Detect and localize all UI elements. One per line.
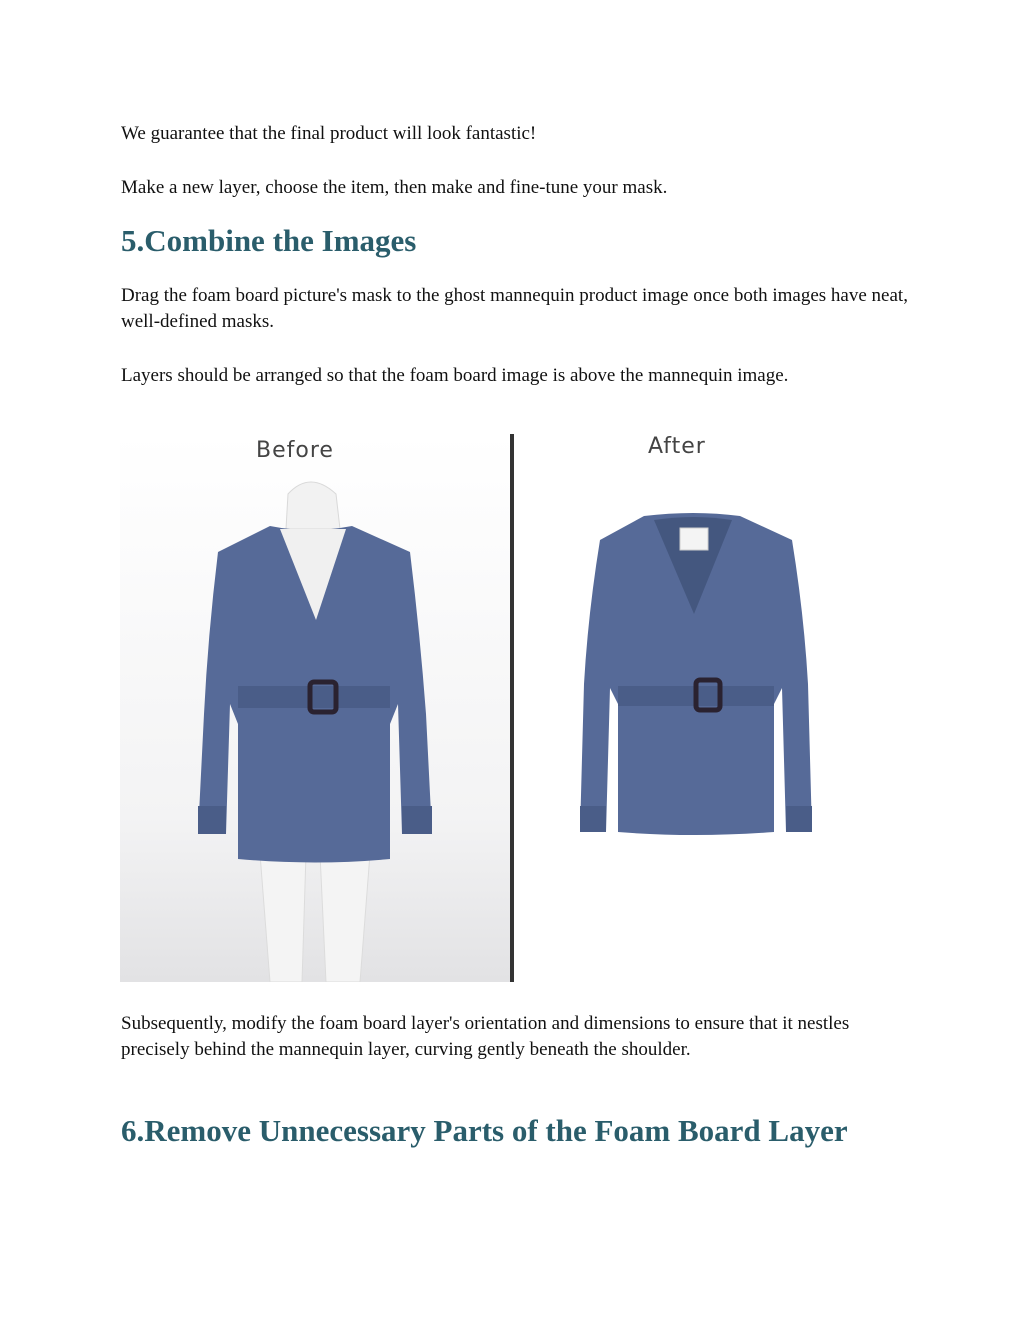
left-cuff-after [580,806,606,832]
heading-remove-parts: 6.Remove Unnecessary Parts of the Foam Board Layer [121,1113,848,1148]
paragraph-guarantee: We guarantee that the final product will look fantastic! [121,123,537,144]
paragraph-modify-layer: Subsequently, modify the foam board layer's orientation and dimensions to ensure that it nestles precisely behind the mannequin layer, curving gently beneath the shoulder. [121,1013,850,1060]
garment-tag [680,528,708,550]
paragraph-arrange-layers: Layers should be arranged so that the foam board image is above the mannequin image. [121,365,789,386]
before-after-figure [120,434,890,982]
right-cuff [402,806,432,834]
mannequin-neck [286,482,340,529]
cardigan-belt [238,686,390,708]
mannequin-with-cardigan-image [120,434,510,982]
mannequin-right-leg [320,854,370,982]
after-panel [514,434,890,982]
right-cuff-after [786,806,812,832]
ghost-mannequin-cardigan-image [514,434,890,982]
after-label: After [648,434,706,459]
mannequin-left-leg [260,854,306,982]
before-label: Before [256,438,334,463]
paragraph-new-layer: Make a new layer, choose the item, then make and fine-tune your mask. [121,177,668,198]
paragraph-drag-mask: Drag the foam board picture's mask to the ghost mannequin product image once both images have neat, well-defined masks. [121,285,908,332]
before-panel [120,434,510,982]
heading-combine-images: 5.Combine the Images [121,223,417,258]
left-cuff [198,806,226,834]
